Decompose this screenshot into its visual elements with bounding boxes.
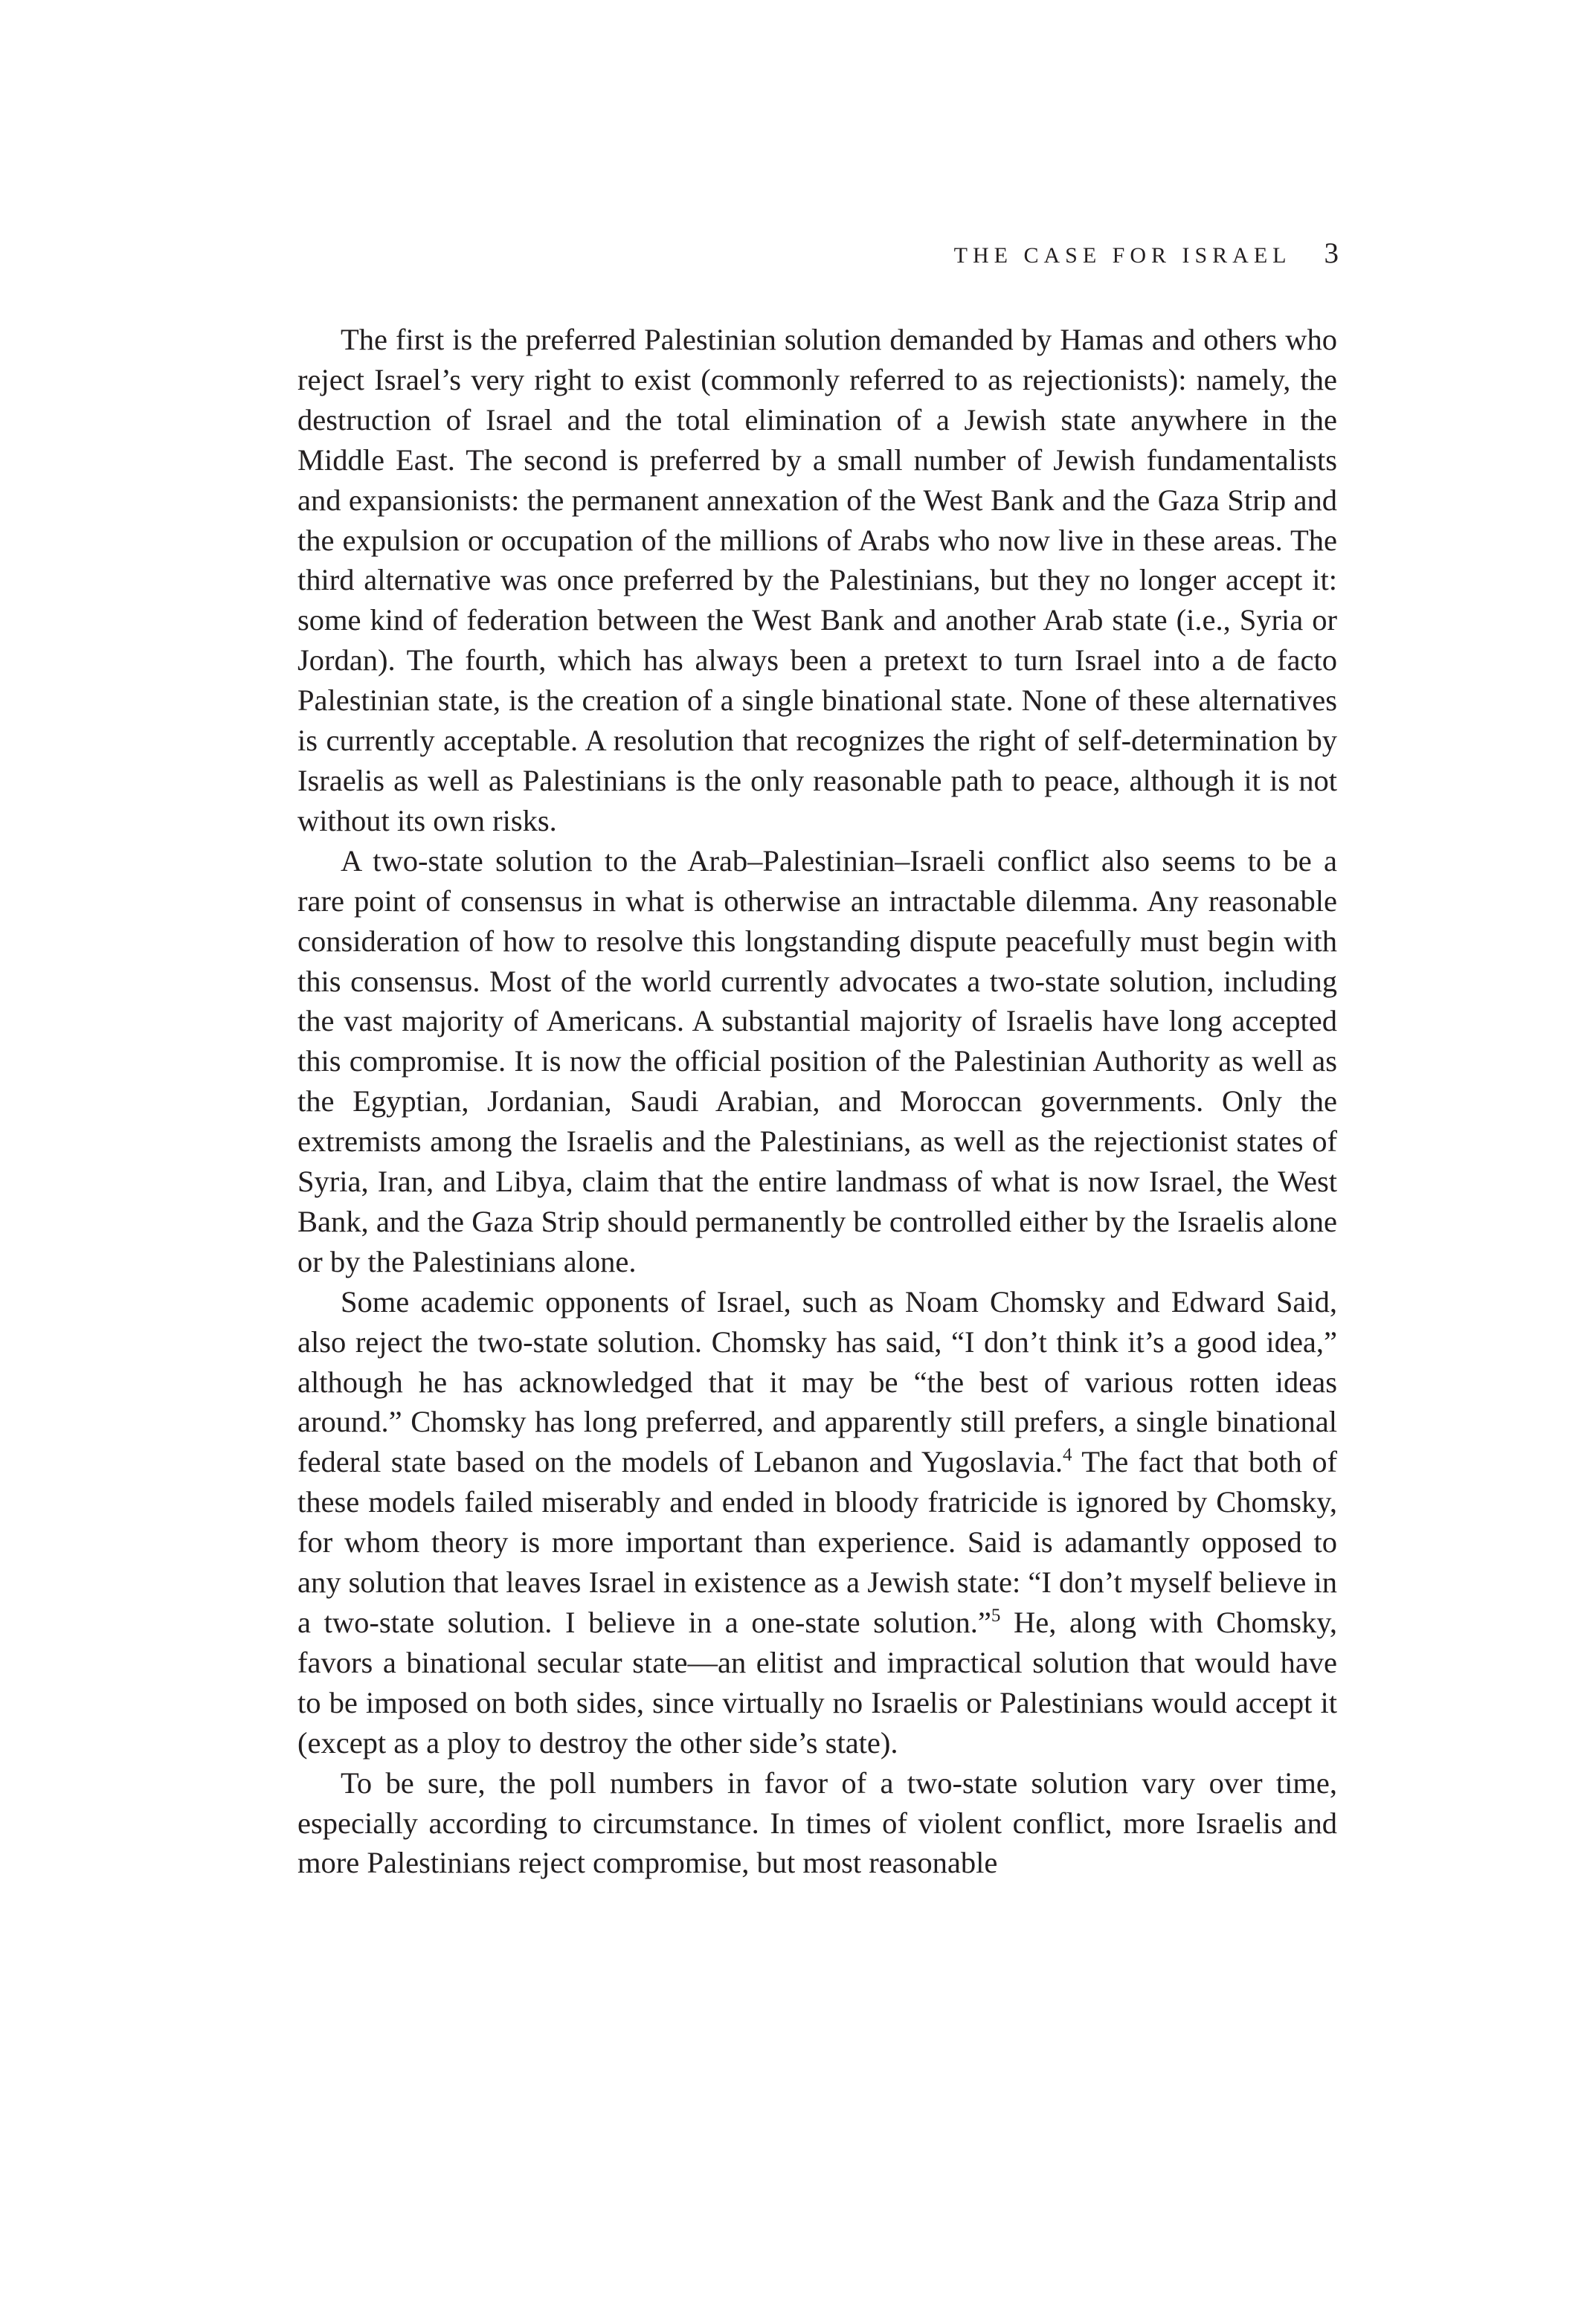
footnote-marker-5: 5 <box>991 1606 1001 1626</box>
paragraph-2 <box>297 841 1337 1282</box>
paragraph-1-text: The first is the preferred Palestinian solution demanded by Hamas and others who reject Israel’s very right to exist (commonly referred to as rejectionists): namely, the destruction of Israel and the total elimination of a Jewish state anywhere in the Middle East. The second is preferred by a small number of Jewish fundamentalists and expansionists: the permanent annexation of the West Bank and the Gaza Strip and the expulsion or occupation of the millions of Arabs who now live in these areas. The third alternative was once preferred by the Palestinians, but they no longer accept it: some kind of federation between the West Bank and another Arab state (i.e., Syria or Jordan). The fourth, which has always been a pretext to turn Israel into a de facto Palestinian state, is the creation of a single binational state. None of these alternatives is currently acceptable. A resolution that recognizes the right of self-determination by Israelis as well as Palestinians is the only reasonable path to peace, although it is not without its own risks. <box>297 323 1337 837</box>
paragraph-2-text: A two-state solution to the Arab–Palestinian–Israeli conflict also seems to be a rare point of consensus in what is otherwise an intractable dilemma. Any reasonable consideration of how to resolve this longstanding dispute peacefully must begin with this consensus. Most of the world currently advocates a two-state solution, including the vast majority of Americans. A substantial majority of Israelis have long accepted this compromise. It is now the official position of the Palestinian Authority as well as the Egyptian, Jordanian, Saudi Arabian, and Moroccan governments. Only the extremists among the Israelis and the Palestinians, as well as the rejectionist states of Syria, Iran, and Libya, claim that the entire landmass of what is now Israel, the West Bank, and the Gaza Strip should permanently be controlled either by the Israelis alone or by the Palestinians alone. <box>297 843 1337 1278</box>
paragraph-4 <box>297 1763 1337 1884</box>
paragraph-3 <box>297 1282 1337 1763</box>
running-head-title: THE CASE FOR ISRAEL <box>953 243 1292 268</box>
running-head <box>954 236 1339 274</box>
paragraph-1 <box>297 320 1337 841</box>
page-number: 3 <box>1324 237 1339 269</box>
paragraph-3-text-part-3: He, along with Chomsky, favors a binational secular state—an elitist and impractical solution that would have to be imposed on both sides, since virtually no Israelis or Palestinians would accept it (except as a ploy to destroy the other side’s state). <box>297 1606 1337 1760</box>
body-text <box>297 320 1337 1883</box>
paragraph-3-text-part-2: The fact that both of these models failed miserably and ended in bloody fratricide is ignored by Chomsky, for whom theory is more important than experience. Said is adamantly opposed to any solution that leaves Israel in existence as a Jewish state: “I don’t myself believe in a two-state solution. I believe in a one-state solution.” <box>297 1445 1337 1639</box>
paragraph-3-text-part-1: Some academic opponents of Israel, such as Noam Chomsky and Edward Said, also reject the two-state solution. Chomsky has said, “I don’t think it’s a good idea,” although he has acknowledged that it may be “the best of various rotten ideas around.” Chomsky has long preferred, and apparently still prefers, a single binational federal state based on the models of Lebanon and Yugoslavia. <box>297 1284 1337 1479</box>
paragraph-4-text: To be sure, the poll numbers in favor of a two-state solution vary over time, especially according to circumstance. In times of violent conflict, more Israelis and more Palestinians reject compromise, but most reasonable <box>297 1765 1337 1880</box>
footnote-marker-4: 4 <box>1063 1445 1072 1466</box>
